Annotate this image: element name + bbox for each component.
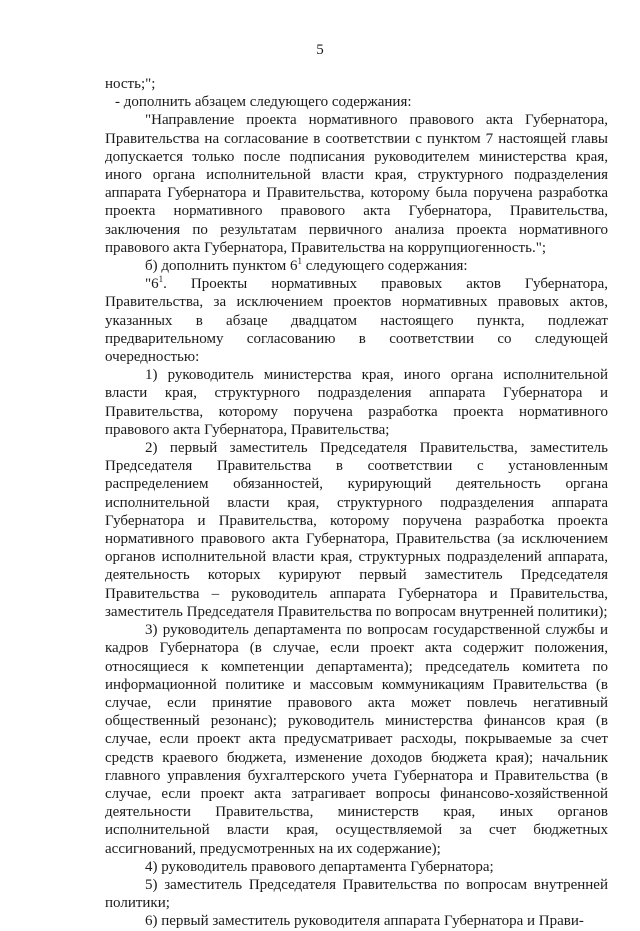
- paragraph-5-after: . Проекты нормативных правовых актов Губернатора, Правительства, за исключением проектов нормативных правовых актов, указанных в абзаце двадцатом настоящего пункта, подлежат предварительному согласованию в соответствии со следующей очередностью:: [105, 276, 608, 366]
- paragraph-3: "Направление проекта нормативного правового акта Губернатора, Правительства на согласование в соответствии с пунктом 7 настоящей главы допускается только после подписания руководителем министерства края, иного органа исполнительной власти края, структурного подразделения аппарата Губернатора и Правительства, которому была поручена разработка проекта нормативного правового акта Губернатора, Правительства, заключения по результатам первичного анализа проекта нормативного правового акта Губернатора, Правительства на коррупциогенность.";: [105, 112, 608, 256]
- paragraph-1: ность;";: [105, 76, 156, 92]
- list-item-1: 1) руководитель министерства края, иного органа исполнительной власти края, структурного подразделения аппарата Губернатора и Правительства, которому поручена разработка проекта нормативного правового акта Губернатора, Правительства;: [105, 367, 608, 438]
- list-item-4: 4) руководитель правового департамента Губернатора;: [145, 858, 494, 875]
- document-body: [105, 75, 608, 931]
- page-number: 5: [316, 42, 324, 58]
- paragraph-5: [105, 275, 608, 366]
- paragraph-4-after: следующего содержания:: [301, 258, 468, 275]
- paragraph-4: [105, 257, 608, 275]
- paragraph-2: - дополнить абзацем следующего содержания:: [115, 94, 412, 111]
- paragraph-5-before: "6: [145, 276, 159, 293]
- list-item-2: 2) первый заместитель Председателя Правительства, заместитель Председателя Правительства в соответствии с установленным распределением обязанностей, курирующий деятельность органа исполнительной власти края, структурного подразделения аппарата Губернатора и Правительства, которому поручена разработка проекта нормативного правового акта Губернатора, Правительства (за исключением органов исполнительной власти края, структурных подразделений аппарата, деятельность которых курируют первый заместитель Председателя Правительства – руководитель аппарата Губернатора и Правительства, заместитель Председателя Правительства по вопросам внутренней политики);: [105, 440, 608, 620]
- list-item-6: 6) первый заместитель руководителя аппарата Губернатора и Прави-: [145, 913, 584, 930]
- superscript-1: 1: [297, 256, 302, 267]
- superscript-2: 1: [158, 274, 164, 285]
- paragraph-4-before: б) дополнить пунктом 6: [145, 258, 298, 275]
- list-item-5: 5) заместитель Председателя Правительства по вопросам внутренней политики;: [105, 876, 608, 912]
- list-item-3: 3) руководитель департамента по вопросам государственной службы и кадров Губернатора (в случае, если проект акта содержит положения, относящиеся к компетенции департамента); председатель комитета по информационной политике и массовым коммуникациям Правительства (в случае, если принятие правового акта может повлечь негативный общественный резонанс); руководитель министерства финансов края (в случае, если проект акта предусматривает расходы, покрываемые за счет средств краевого бюджета, изменение доходов бюджета края); начальник главного управления бухгалтерского учета Губернатора и Правительства (в случае, если проект акта затрагивает вопросы финансово-хозяйственной деятельности Правительства, министерств края, иных органов исполнительной власти края, осуществляемой за счет бюджетных ассигнований, предусмотренных на их содержание);: [105, 622, 608, 857]
